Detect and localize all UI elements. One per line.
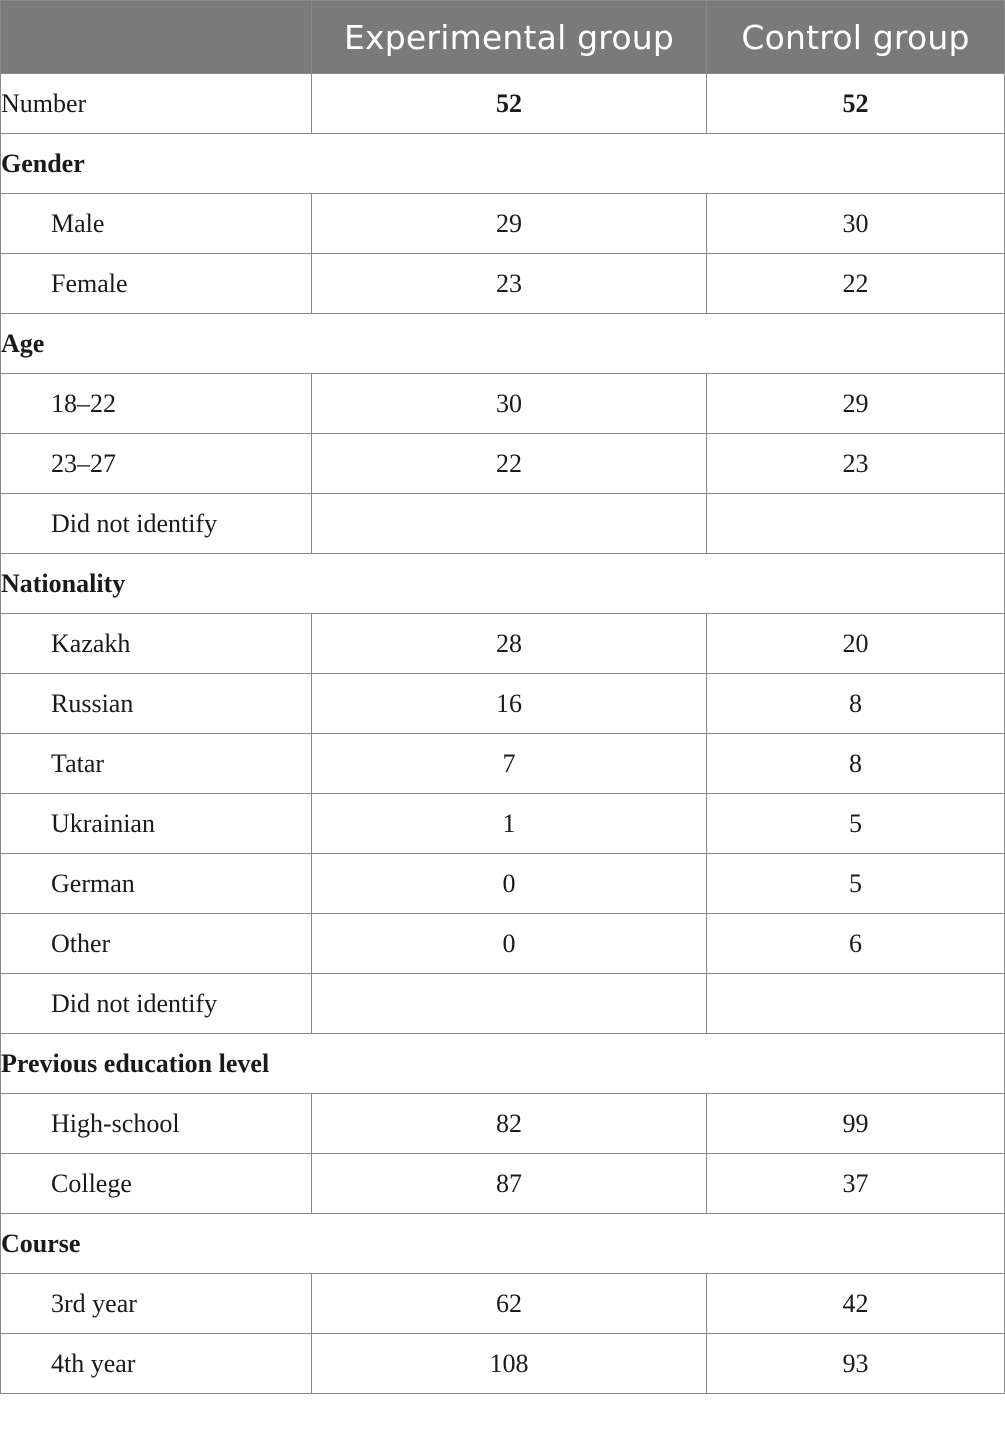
cell-control: [707, 974, 1005, 1034]
cell-experimental: 82: [312, 1094, 707, 1154]
cell-control: 22: [707, 254, 1005, 314]
header-row: [1, 1, 1005, 74]
cell-experimental: 62: [312, 1274, 707, 1334]
table-row: [1, 434, 1005, 494]
table-row: [1, 494, 1005, 554]
row-label: Did not identify: [1, 974, 312, 1034]
cell-control: 8: [707, 734, 1005, 794]
cell-control: [707, 494, 1005, 554]
row-label: College: [1, 1154, 312, 1214]
cell-experimental: 108: [312, 1334, 707, 1394]
cell-experimental: 22: [312, 434, 707, 494]
row-label: Tatar: [1, 734, 312, 794]
row-label: Male: [1, 194, 312, 254]
cell-experimental: 29: [312, 194, 707, 254]
cell-control: 93: [707, 1334, 1005, 1394]
section-header-row: [1, 1214, 1005, 1274]
table-row: [1, 1334, 1005, 1394]
row-label: Did not identify: [1, 494, 312, 554]
cell-experimental: [312, 974, 707, 1034]
section-header-row: [1, 134, 1005, 194]
cell-experimental: [312, 494, 707, 554]
cell-control: 29: [707, 374, 1005, 434]
cell-experimental: 16: [312, 674, 707, 734]
row-label: Number: [1, 74, 312, 134]
cell-experimental: 28: [312, 614, 707, 674]
cell-experimental: 52: [312, 74, 707, 134]
section-title: Gender: [1, 134, 1005, 194]
cell-control: 37: [707, 1154, 1005, 1214]
cell-control: 42: [707, 1274, 1005, 1334]
row-label: Other: [1, 914, 312, 974]
table-row: [1, 734, 1005, 794]
cell-control: 99: [707, 1094, 1005, 1154]
table-row: [1, 674, 1005, 734]
table-row: [1, 914, 1005, 974]
cell-control: 52: [707, 74, 1005, 134]
cell-experimental: 1: [312, 794, 707, 854]
header-cell-control: Control group: [707, 1, 1005, 74]
row-label: Russian: [1, 674, 312, 734]
table-row: [1, 194, 1005, 254]
cell-experimental: 0: [312, 854, 707, 914]
section-title: Age: [1, 314, 1005, 374]
header-cell-experimental: Experimental group: [312, 1, 707, 74]
cell-control: 8: [707, 674, 1005, 734]
row-label: High-school: [1, 1094, 312, 1154]
cell-experimental: 7: [312, 734, 707, 794]
section-header-row: [1, 314, 1005, 374]
cell-control: 5: [707, 854, 1005, 914]
row-label: 4th year: [1, 1334, 312, 1394]
row-label: 3rd year: [1, 1274, 312, 1334]
table-row: [1, 1094, 1005, 1154]
table-row: [1, 374, 1005, 434]
cell-control: 30: [707, 194, 1005, 254]
cell-control: 23: [707, 434, 1005, 494]
section-title: Course: [1, 1214, 1005, 1274]
table-row-number: [1, 74, 1005, 134]
section-header-row: [1, 1034, 1005, 1094]
cell-experimental: 87: [312, 1154, 707, 1214]
header-cell-blank: [1, 1, 312, 74]
cell-experimental: 0: [312, 914, 707, 974]
cell-control: 6: [707, 914, 1005, 974]
section-title: Nationality: [1, 554, 1005, 614]
cell-experimental: 30: [312, 374, 707, 434]
section-header-row: [1, 554, 1005, 614]
cell-experimental: 23: [312, 254, 707, 314]
table-row: [1, 794, 1005, 854]
row-label: Kazakh: [1, 614, 312, 674]
table-row: [1, 1154, 1005, 1214]
row-label: Female: [1, 254, 312, 314]
table-row: [1, 254, 1005, 314]
section-title: Previous education level: [1, 1034, 1005, 1094]
row-label: Ukrainian: [1, 794, 312, 854]
row-label: 23–27: [1, 434, 312, 494]
table-row: [1, 1274, 1005, 1334]
cell-control: 20: [707, 614, 1005, 674]
row-label: German: [1, 854, 312, 914]
row-label: 18–22: [1, 374, 312, 434]
table-row: [1, 614, 1005, 674]
table-row: [1, 854, 1005, 914]
cell-control: 5: [707, 794, 1005, 854]
table-row: [1, 974, 1005, 1034]
